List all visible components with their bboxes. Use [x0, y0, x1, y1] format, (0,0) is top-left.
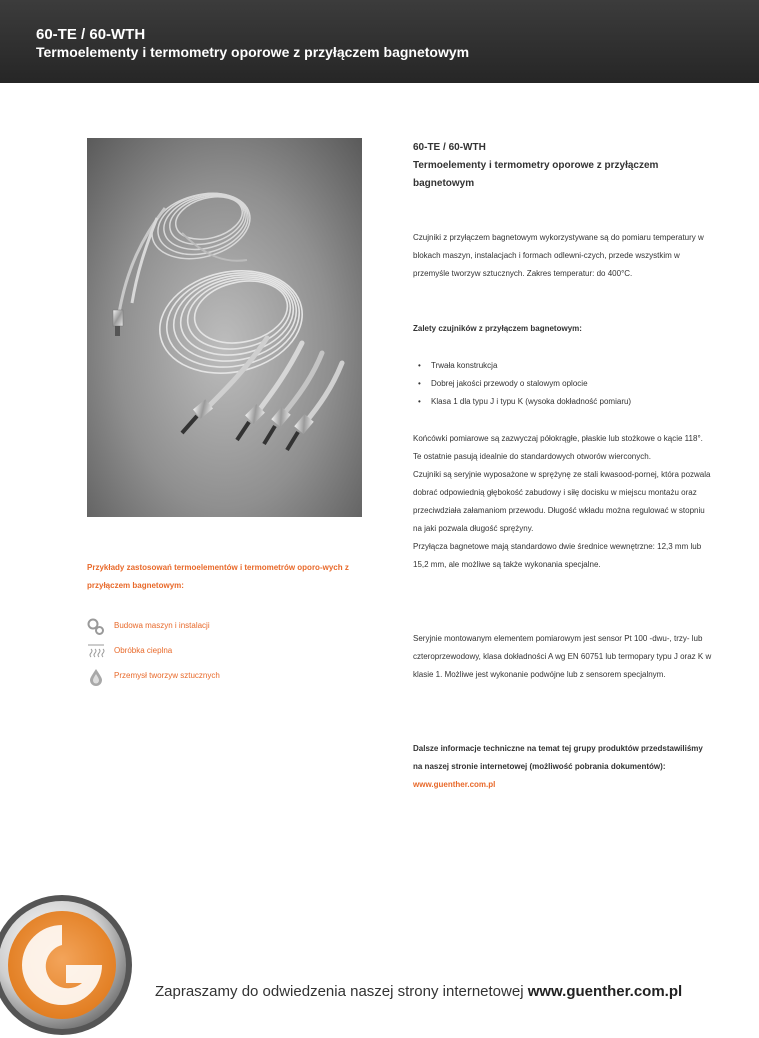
- main-title: Termoelementy i termometry oporowe z przyłączem bagnetowym: [413, 160, 659, 189]
- header-title: Termoelementy i termometry oporowe z przyłączem bagnetowym: [36, 44, 470, 60]
- advantage-item: • Dobrej jakości przewody o stalowym oplocie: [413, 375, 713, 393]
- footer-invitation: [155, 983, 682, 1000]
- cables-illustration: [87, 138, 362, 517]
- more-info-text: Dalsze informacje techniczne na temat tej grupy produktów przedstawiliśmy na naszej stronie internetowej (możliwość pobrania dokumentów):: [413, 744, 703, 771]
- applications-heading: Przykłady zastosowań termoelementów i termometrów oporo-wych z przyłączem bagnetowym:: [87, 563, 349, 590]
- company-logo: [0, 893, 135, 1038]
- connectors-paragraph: Przyłącza bagnetowe mają standardowo dwie średnice wewnętrzne: 12,3 mm lub 15,2 mm, ale możliwe są także wykonania specjalne.: [413, 542, 702, 569]
- plastic-drop-icon: [87, 668, 105, 686]
- application-label: Budowa maszyn i instalacji: [114, 621, 210, 630]
- sensor-paragraph: Seryjnie montowanym elementem pomiarowym jest sensor Pt 100 -dwu-, trzy- lub czteroprzewodowy, klasa dokładności A wg EN 60751 lub termopary typu J oraz K w klasie 1. Możliwe jest wykonanie podwójne lub z sensorem specjalnym.: [413, 634, 712, 679]
- footer-text: Zapraszamy do odwiedzenia naszej strony internetowej: [155, 983, 524, 1000]
- application-label: Przemysł tworzyw sztucznych: [114, 671, 220, 680]
- more-info-block: [413, 740, 713, 794]
- page-header: [0, 0, 759, 83]
- product-photo: [87, 138, 362, 517]
- bullet-icon: •: [418, 379, 421, 388]
- header-code: 60-TE / 60-WTH: [36, 26, 146, 43]
- springs-paragraph: Czujniki są seryjnie wyposażone w sprężynę ze stali kwasood-pornej, która pozwala dobrać odpowiednią głębokość zabudowy i siłę docisku w miejscu montażu oraz przeciwdziała załamaniom przewodu. Długość wkładu można regulować w stopniu na jaki pozwala długość sprężyny.: [413, 470, 711, 533]
- bullet-icon: •: [418, 397, 421, 406]
- details-block: [413, 430, 713, 574]
- heat-icon: [87, 643, 105, 661]
- application-label: Obróbka cieplna: [114, 646, 173, 655]
- advantage-item: • Trwała konstrukcja: [413, 357, 713, 375]
- more-info-link[interactable]: www.guenther.com.pl: [413, 780, 496, 789]
- main-code: 60-TE / 60-WTH: [413, 142, 486, 153]
- advantages-list: [413, 357, 713, 411]
- footer-url[interactable]: www.guenther.com.pl: [527, 983, 683, 1000]
- tips-paragraph: Końcówki pomiarowe są zazwyczaj półokrągłe, płaskie lub stożkowe o kącie 118°. Te ostatnie pasują idealnie do standardowych otworów wierconych.: [413, 434, 703, 461]
- intro-paragraph: Czujniki z przyłączem bagnetowym wykorzystywane są do pomiaru temperatury w blokach maszyn, instalacjach i formach odlewni-czych, przede wszystkim w przemyśle tworzyw sztucznych. Zakres temperatur: do 400°C.: [413, 233, 704, 278]
- advantage-item: • Klasa 1 dla typu J i typu K (wysoka dokładność pomiaru): [413, 393, 713, 411]
- bullet-icon: •: [418, 361, 421, 370]
- main-title-block: [413, 139, 713, 193]
- advantages-heading: Zalety czujników z przyłączem bagnetowym:: [413, 324, 582, 333]
- gears-icon: [87, 618, 105, 636]
